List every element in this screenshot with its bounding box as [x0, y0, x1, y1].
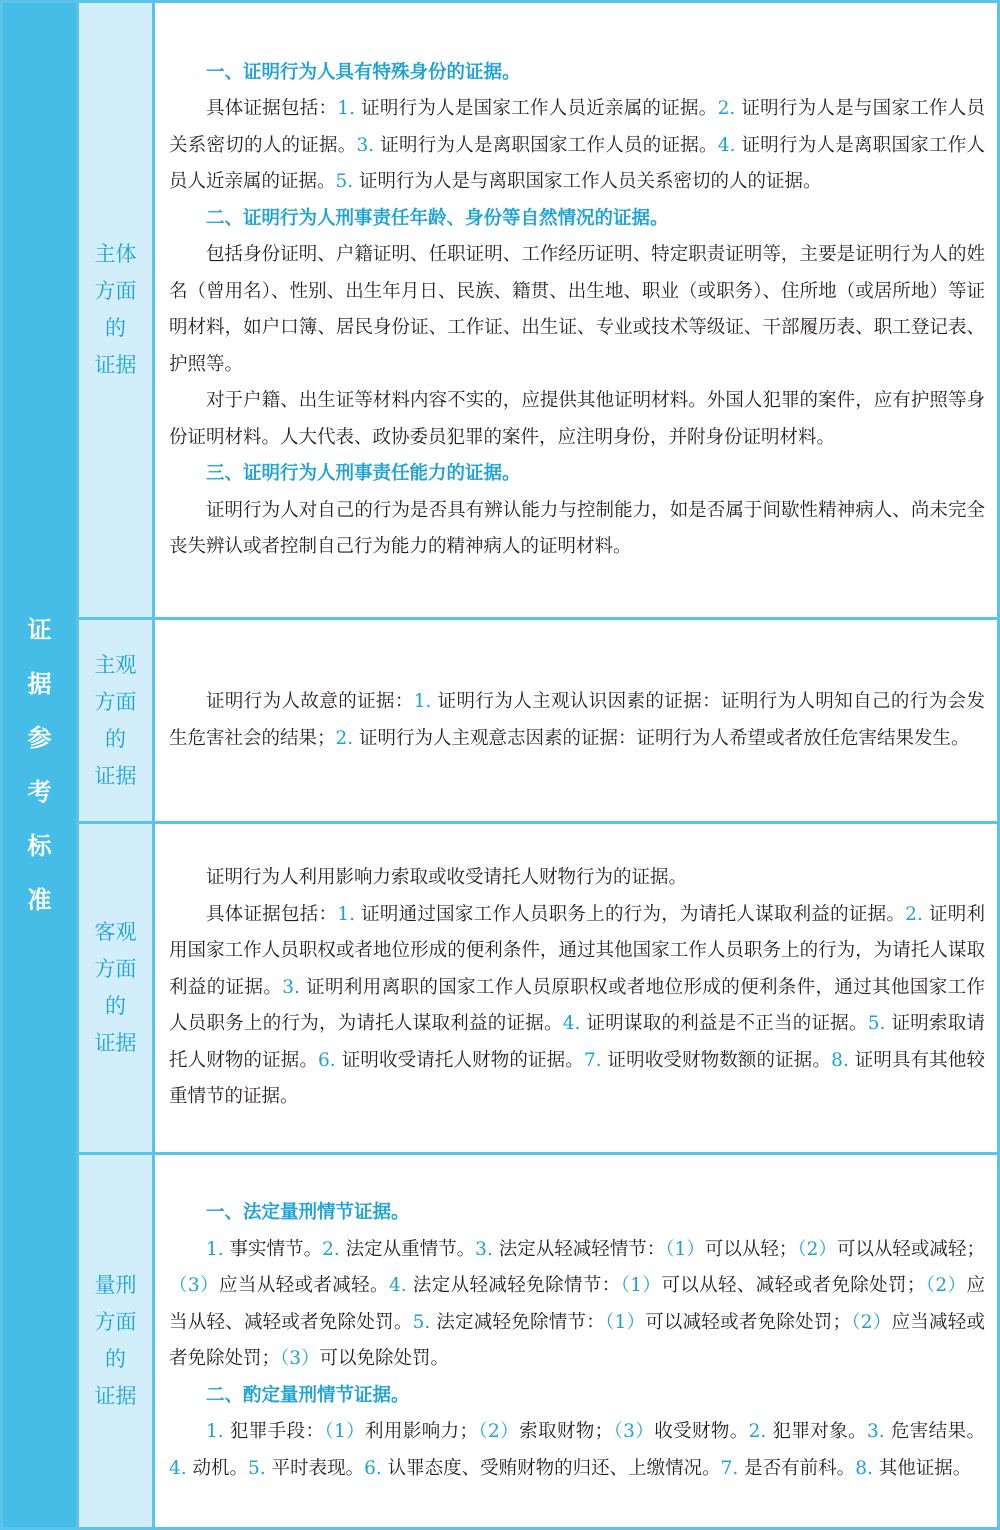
row-label	[79, 914, 152, 1062]
item-number: （2）	[477, 1421, 520, 1442]
text-segment: 法定减轻免除情节：	[430, 1311, 605, 1333]
row-label-line: 方面	[94, 279, 137, 303]
section-heading	[169, 1195, 985, 1232]
text-segment: 应当从轻、减轻或者免除处罚。	[169, 1275, 985, 1333]
text-segment: 其他证据。	[872, 1457, 972, 1479]
row-objective	[2, 823, 999, 1154]
text-segment: 法定从轻减轻免除情节：	[406, 1275, 621, 1296]
text-segment: 一、法定量刑情节证据。	[206, 1202, 410, 1223]
row-label-cell	[78, 2, 154, 619]
text-segment: 证明行为人主观意志因素的证据：证明行为人希望或者放任危害结果发生。	[353, 727, 970, 749]
text-segment: 认罪态度、受贿财物的归还、上缴情况。	[381, 1457, 721, 1479]
row-content-cell	[154, 1154, 999, 1529]
text-segment: 证明行为人故意的证据：	[206, 691, 414, 712]
item-number: 1.	[337, 98, 355, 119]
item-number: （1）	[620, 1275, 662, 1296]
item-number: 2.	[717, 98, 736, 119]
text-segment: 证明行为人利用影响力索取或收受请托人财物行为的证据。	[206, 867, 688, 889]
text-segment: 证明行为人是离职国家工作人员人近亲属的证据。	[169, 134, 985, 192]
item-number: 3.	[356, 134, 375, 156]
text-segment: 可以从轻或减轻；	[836, 1238, 985, 1260]
text-segment: 具体证据包括：	[206, 98, 338, 119]
text-segment: 法定从轻减轻情节：	[492, 1238, 666, 1260]
item-number: 8.	[831, 1049, 849, 1071]
row-content	[155, 1195, 997, 1487]
item-number: 4.	[717, 134, 736, 156]
text-segment: 证明行为人是与国家工作人员关系密切的人的证据。	[169, 98, 985, 156]
item-number: 4.	[388, 1275, 407, 1296]
item-number: 2.	[322, 1238, 340, 1260]
item-number: 1.	[206, 1238, 224, 1260]
outer-label-char: 参	[27, 724, 52, 752]
row-label-line: 方面	[94, 689, 137, 714]
text-segment: 索取财物；	[519, 1421, 614, 1442]
text-segment: 收受财物。	[654, 1421, 749, 1442]
item-number: 1.	[337, 903, 355, 925]
text-segment: 证明索取请托人财物的证据。	[169, 1013, 985, 1071]
item-number: 5.	[412, 1311, 431, 1333]
item-number: （3）	[613, 1421, 655, 1442]
section-heading	[169, 201, 985, 238]
paragraph	[169, 684, 985, 757]
text-segment: 证明行为人对自己的行为是否具有辨认能力与控制能力，如是否属于间歇性精神病人、尚未完全丧失辨认或者控制自己行为能力的精神病人的证明材料。	[169, 499, 985, 557]
text-segment: 对于户籍、出生证等材料内容不实的，应提供其他证明材料。外国人犯罪的案件，应有护照等身份证明材料。人大代表、政协委员犯罪的案件，应注明身份，并附身份证明材料。	[169, 390, 985, 448]
item-number: （1）	[604, 1311, 646, 1333]
row-label-cell	[78, 1154, 154, 1529]
section-heading	[169, 55, 985, 92]
text-segment: 具体证据包括：	[206, 903, 338, 925]
text-segment: 证明收受财物数额的证据。	[601, 1049, 832, 1071]
text-segment: 犯罪手段：	[223, 1421, 325, 1442]
item-number: 5.	[248, 1457, 266, 1479]
item-number: （2）	[797, 1238, 837, 1260]
row-subject	[2, 2, 999, 619]
row-content	[155, 684, 997, 757]
outer-label-char: 考	[27, 778, 52, 806]
row-label-line: 方面	[94, 1310, 137, 1334]
outer-label-char: 证	[27, 616, 52, 644]
item-number: 1.	[413, 691, 432, 712]
text-segment: 利用影响力；	[365, 1421, 478, 1442]
item-number: 2.	[335, 727, 354, 749]
item-number: 2.	[905, 903, 923, 925]
text-segment: 证明收受请托人财物的证据。	[335, 1049, 584, 1071]
text-segment: 一、证明行为人具有特殊身份的证据。	[206, 61, 521, 83]
section-heading	[169, 1378, 985, 1415]
text-segment: 三、证明行为人刑事责任能力的证据。	[206, 463, 521, 484]
paragraph	[169, 237, 985, 383]
item-number: 5.	[335, 171, 354, 192]
text-segment: 危害结果。	[884, 1421, 985, 1442]
text-segment: 证明利用离职的国家工作人员原职权或者地位形成的便利条件，通过其他国家工作人员职务上的行为，为请托人谋取利益的证据。	[169, 976, 985, 1035]
row-label-line: 证据	[94, 763, 137, 788]
row-label	[79, 236, 152, 384]
paragraph	[169, 493, 985, 566]
text-segment: 应当从轻或者减轻。	[218, 1275, 389, 1296]
item-number: 3.	[866, 1421, 885, 1442]
row-label-line: 的	[105, 1347, 126, 1371]
text-segment: 可以从轻；	[704, 1238, 798, 1260]
paragraph	[169, 860, 985, 897]
row-label-line: 主体	[94, 242, 137, 266]
text-segment: 是否有前科。	[738, 1457, 856, 1479]
paragraph	[169, 383, 985, 456]
item-number: 7.	[720, 1457, 739, 1479]
paragraph	[169, 1414, 985, 1487]
text-segment: 事实情节。	[223, 1238, 323, 1260]
row-label-line: 证据	[94, 1031, 137, 1055]
row-label-line: 主观	[94, 652, 137, 677]
outer-label-char: 准	[27, 886, 52, 914]
item-number: （2）	[851, 1311, 892, 1333]
text-segment: 平时表现。	[265, 1457, 365, 1479]
outer-label-char: 据	[27, 670, 52, 698]
row-content-cell	[154, 619, 999, 823]
text-segment: 可以免除处罚。	[319, 1348, 450, 1369]
item-number: 2.	[748, 1421, 767, 1442]
text-segment: 可以从轻、减轻或者免除处罚；	[661, 1275, 926, 1296]
item-number: 6.	[364, 1457, 382, 1479]
row-label-line: 的	[105, 994, 126, 1018]
outer-label-cell	[2, 2, 78, 1529]
row-label	[79, 1267, 152, 1415]
paragraph	[169, 897, 985, 1116]
outer-label	[3, 603, 76, 927]
item-number: 4.	[562, 1013, 581, 1035]
item-number: 5.	[867, 1013, 886, 1035]
row-sentencing	[2, 1154, 999, 1529]
text-segment: 证明行为人是离职国家工作人员的证据。	[374, 134, 718, 156]
text-segment: 包括身份证明、户籍证明、任职证明、工作经历证明、特定职责证明等，主要是证明行为人的姓名（曾用名）、性别、出生年月日、民族、籍贯、出生地、职业（或职务）、住所地（或居所地）等证明材料，如户口簿、居民身份证、工作证、出生证、专业或技术等级证、干部履历表、职工登记表、护照等。	[169, 244, 985, 375]
item-number: 1.	[206, 1421, 224, 1442]
item-number: （3）	[169, 1275, 219, 1296]
item-number: 3.	[475, 1238, 493, 1260]
text-segment: 应当减轻或者免除处罚；	[169, 1311, 985, 1369]
item-number: （3）	[280, 1348, 320, 1369]
row-label-cell	[78, 823, 154, 1154]
row-label-line: 的	[105, 726, 126, 751]
paragraph	[169, 91, 985, 201]
row-label-line: 证据	[94, 353, 137, 377]
text-segment: 证明谋取的利益是不正当的证据。	[580, 1013, 868, 1035]
item-number: 8.	[855, 1457, 873, 1479]
text-segment: 可以减轻或者免除处罚；	[645, 1311, 852, 1333]
row-label-line: 方面	[94, 957, 137, 981]
item-number: 7.	[583, 1049, 602, 1071]
row-label-line: 证据	[94, 1384, 137, 1408]
row-content-cell	[154, 823, 999, 1154]
item-number: （2）	[925, 1275, 967, 1296]
text-segment: 二、证明行为人刑事责任年龄、身份等自然情况的证据。	[206, 207, 669, 229]
section-heading	[169, 456, 985, 493]
row-subjective	[2, 619, 999, 823]
text-segment: 证明通过国家工作人员职务上的行为，为请托人谋取利益的证据。	[354, 903, 906, 925]
row-label-line: 的	[105, 316, 126, 340]
row-label-line: 客观	[94, 920, 137, 944]
paragraph	[169, 1232, 985, 1378]
text-segment: 证明行为人主观认识因素的证据：证明行为人明知自己的行为会发生危害社会的结果；	[169, 691, 985, 749]
row-label-cell	[78, 619, 154, 823]
text-segment: 证明行为人是与离职国家工作人员关系密切的人的证据。	[353, 171, 822, 192]
row-label-line: 量刑	[94, 1273, 137, 1297]
item-number: 4.	[169, 1457, 187, 1479]
item-number: （1）	[665, 1238, 705, 1260]
item-number: （1）	[324, 1421, 366, 1442]
item-number: 3.	[282, 976, 300, 998]
text-segment: 证明行为人是国家工作人员近亲属的证据。	[354, 98, 718, 119]
text-segment: 证明具有其他较重情节的证据。	[169, 1049, 985, 1108]
row-label	[79, 647, 152, 795]
outer-label-char: 标	[27, 832, 52, 860]
text-segment: 犯罪对象。	[766, 1421, 867, 1442]
row-content	[155, 55, 997, 566]
row-content	[155, 860, 997, 1116]
text-segment: 动机。	[186, 1457, 249, 1479]
text-segment: 二、酌定量刑情节证据。	[206, 1384, 410, 1406]
text-segment: 证明利用国家工作人员职权或者地位形成的便利条件，通过其他国家工作人员职务上的行为，为请托人谋取利益的证据。	[169, 903, 985, 998]
text-segment: 法定从重情节。	[339, 1238, 476, 1260]
row-content-cell	[154, 2, 999, 619]
item-number: 6.	[318, 1049, 336, 1071]
